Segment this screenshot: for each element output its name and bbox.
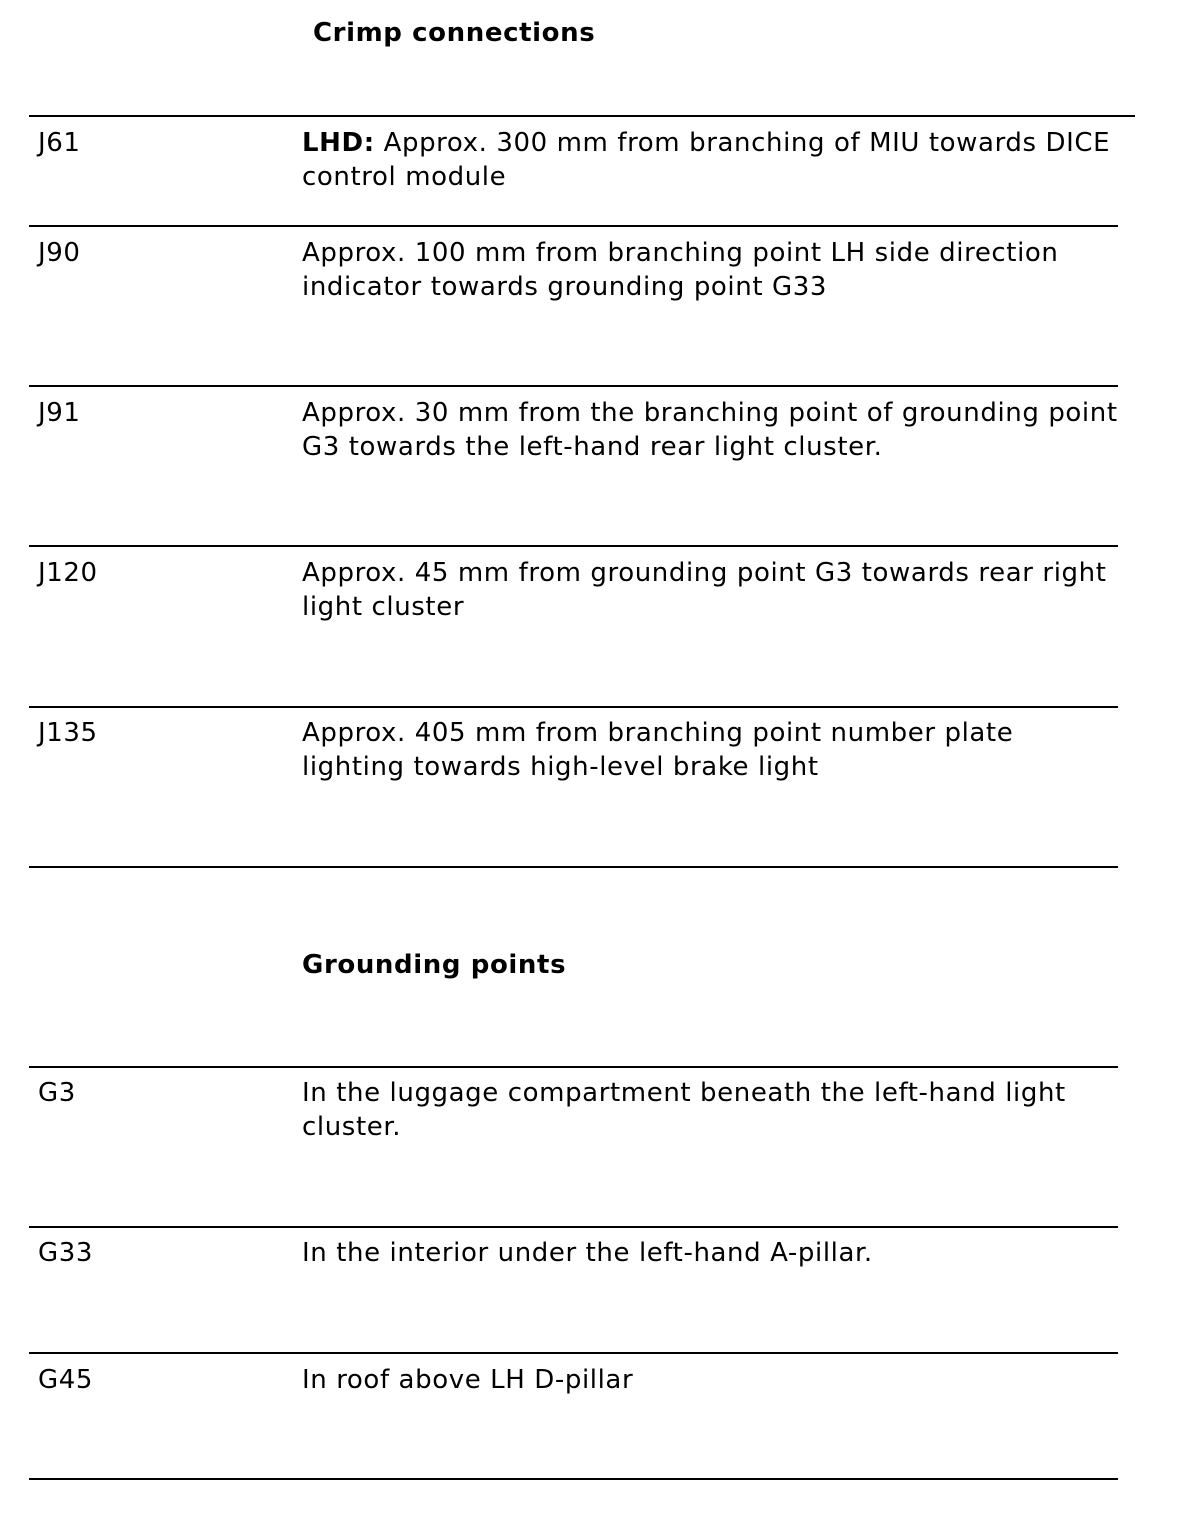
- connection-description: [302, 126, 1122, 194]
- connection-code: J90: [38, 238, 81, 268]
- row-divider: [29, 1226, 1118, 1228]
- lhd-label: LHD:: [302, 128, 375, 158]
- connection-code: J91: [38, 398, 81, 428]
- table-top-rule: [29, 115, 1135, 117]
- grounding-description: In the interior under the left-hand A-pillar.: [302, 1238, 873, 1268]
- grounding-points-heading: Grounding points: [302, 950, 567, 980]
- table-top-rule: [29, 1066, 1118, 1068]
- description-text: Approx. 300 mm from branching of MIU towards DICE control module: [302, 128, 1111, 192]
- row-divider: [29, 385, 1118, 387]
- connection-description: Approx. 30 mm from the branching point of grounding point G3 towards the left-hand rear light cluster.: [302, 398, 1118, 462]
- row-divider: [29, 706, 1118, 708]
- table-bottom-rule: [29, 1478, 1118, 1480]
- row-divider: [29, 545, 1118, 547]
- connection-description: Approx. 100 mm from branching point LH side direction indicator towards grounding point G33: [302, 238, 1059, 302]
- grounding-code: G45: [38, 1365, 94, 1395]
- row-divider: [29, 225, 1118, 227]
- grounding-code: G33: [38, 1238, 94, 1268]
- crimp-connections-heading: Crimp connections: [313, 18, 596, 48]
- grounding-description: In the luggage compartment beneath the left-hand light cluster.: [302, 1078, 1066, 1142]
- grounding-description: In roof above LH D-pillar: [302, 1365, 634, 1395]
- connection-description: Approx. 405 mm from branching point number plate lighting towards high-level brake light: [302, 718, 1014, 782]
- connection-code: J120: [38, 558, 98, 588]
- row-divider: [29, 1352, 1118, 1354]
- grounding-code: G3: [38, 1078, 76, 1108]
- connection-code: J61: [38, 128, 81, 158]
- connection-description: Approx. 45 mm from grounding point G3 towards rear right light cluster: [302, 558, 1107, 622]
- connection-code: J135: [38, 718, 98, 748]
- table-bottom-rule: [29, 866, 1118, 868]
